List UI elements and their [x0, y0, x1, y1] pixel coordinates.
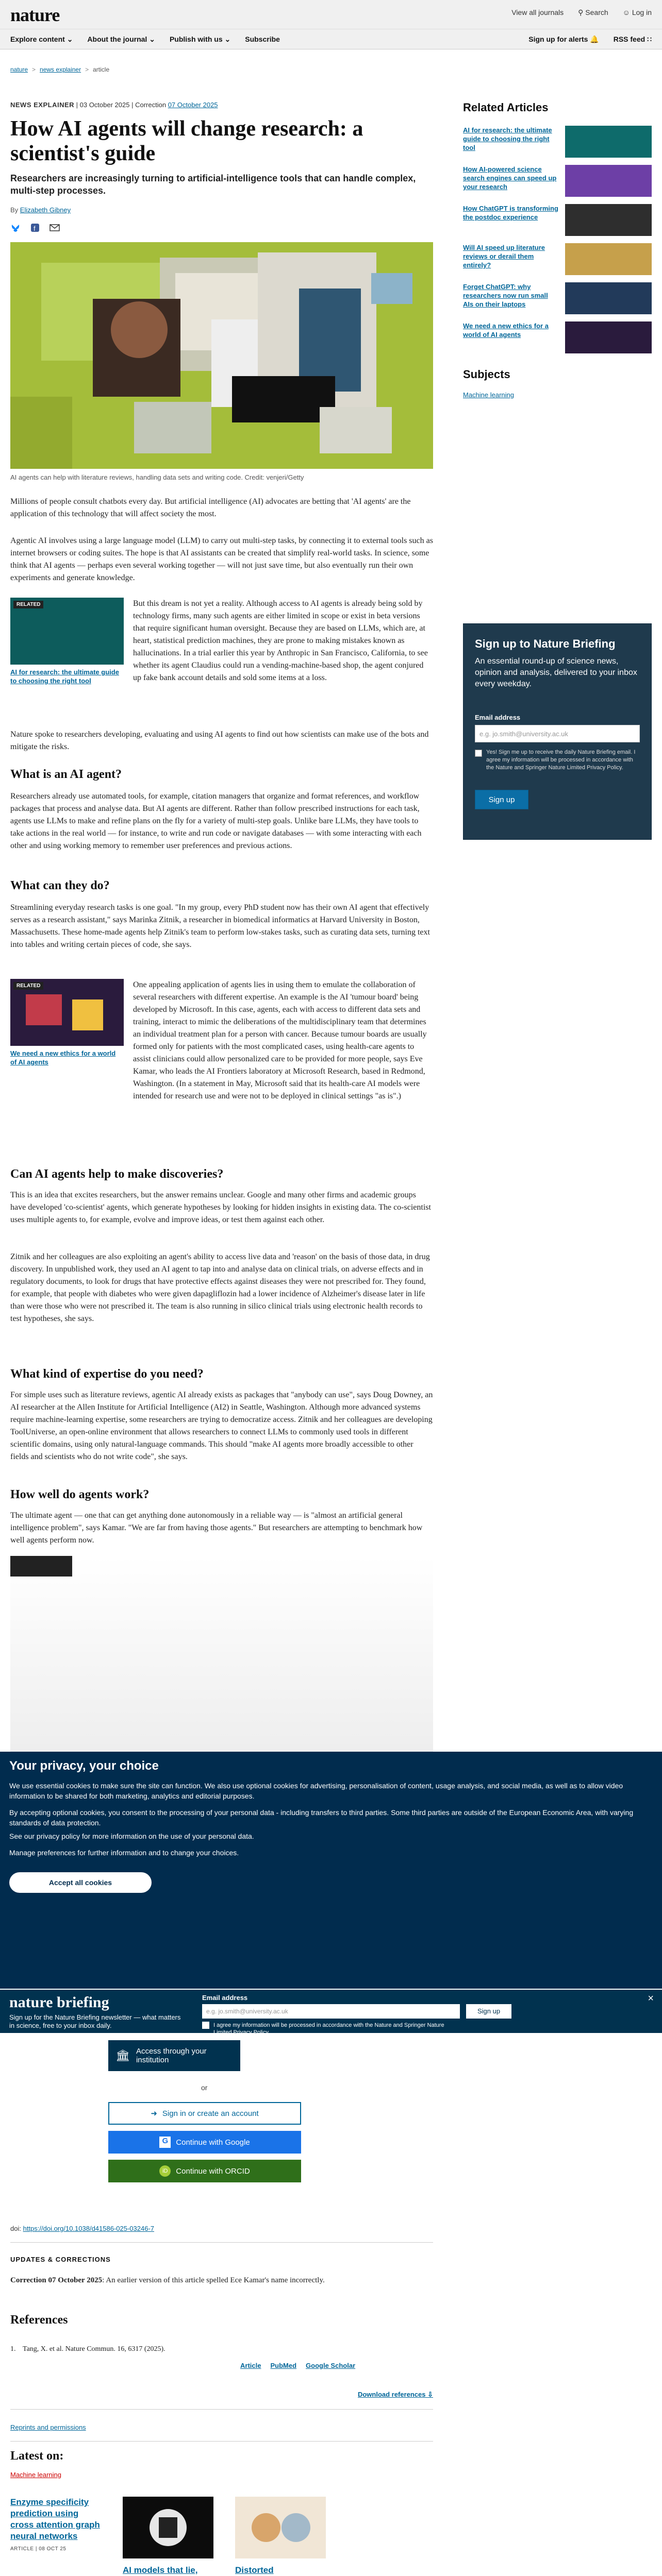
- latest-subject-link[interactable]: Machine learning: [10, 2471, 62, 2479]
- briefing-email-input[interactable]: e.g. jo.smith@university.ac.uk: [475, 725, 640, 742]
- related-thumbnail-partial: [10, 1556, 72, 1577]
- article-title: How AI agents will change research: a scientist's guide: [10, 117, 363, 165]
- reference-1: 1. Tang, X. et al. Nature Commun. 16, 6317 (2025).: [10, 2345, 166, 2353]
- share-icons: [10, 223, 433, 233]
- updates-heading: UPDATES & CORRECTIONS: [10, 2256, 111, 2263]
- references-heading: References: [10, 2313, 68, 2327]
- breadcrumb-nature[interactable]: nature: [10, 66, 28, 73]
- rss-icon: ∷: [647, 35, 652, 43]
- search-link[interactable]: ⚲ Search: [578, 8, 608, 16]
- signin-icon: ➜: [151, 2109, 157, 2118]
- byline: By Elizabeth Gibney: [10, 206, 71, 214]
- ref-google-scholar-link[interactable]: Google Scholar: [306, 2362, 356, 2369]
- heading-what-is: What is an AI agent?: [10, 768, 122, 781]
- briefing-consent-text: Yes! Sign me up to receive the daily Nature Briefing email. I agree my information will be processed in accordance with the Nature and Springer Nature Limited Privacy Policy.: [486, 749, 636, 771]
- paragraph-6: Streamlining everyday research tasks is one goal. "In my group, every PhD student now has their own AI agent that effectively serves as a research assistant," says Marinka Zitnik, a researcher in biomedical informatics at Harvard University in Boston, Massachusetts. These home-made agents help Zitnik's team to perform low-stakes tasks, such as curating data sets, turning text into tables and writing certain pieces of code, she says.: [10, 903, 430, 949]
- briefing-brand: nature briefing: [9, 1994, 109, 2011]
- related-thumbnail: [10, 598, 124, 665]
- breadcrumb-article: article: [93, 66, 110, 73]
- sidebar-related: [463, 101, 652, 400]
- briefing-desc: An essential round-up of science news, opinion and analysis, delivered to your inbox every weekday.: [475, 657, 637, 688]
- correction-label: Correction: [135, 101, 167, 109]
- paragraph-4: Nature spoke to researchers developing, evaluating and using AI agents to find out how scientists can make use of the bots and mitigate the risks.: [10, 730, 429, 751]
- rss-feed-link[interactable]: RSS feed ∷: [613, 35, 652, 43]
- or-divider: or: [201, 2083, 208, 2092]
- sub-nav: [0, 29, 662, 49]
- related-tag: RELATED: [13, 982, 43, 990]
- article-type: NEWS EXPLAINER: [10, 101, 75, 109]
- sidebar-related-item[interactable]: Forget ChatGPT: why researchers now run small AIs on their laptops: [463, 282, 652, 314]
- latest-card-title[interactable]: AI models that lie,: [123, 2565, 198, 2575]
- paragraph-5: Researchers already use automated tools, for example, citation managers that organize and format references, and workflow packages that process and analyse data. But AI agents are different. Rather than follow prescribed instructions for each task, agents use LLMs to make and refine plans on the fly for a variety of multi-step goals. Unlike bare LLMs, they have tools to take actions in the real world — for instance, to write and run code or navigate databases — with some interacting with each other and using working memory to remember user preferences and previous actions.: [10, 792, 422, 850]
- sign-in-button[interactable]: ➜ Sign in or create an account: [108, 2102, 301, 2125]
- bell-icon: 🔔: [590, 35, 599, 43]
- cookie-text-1: We use essential cookies to make sure the site can function. We also use optional cookies for advertising, personalisation of content, usage analysis, and social media, as well as to allow video information to be shared for both marketing, analytics and editorial purposes.: [9, 1782, 623, 1800]
- correction-date-link[interactable]: 07 October 2025: [168, 101, 218, 109]
- sidebar-related-item[interactable]: How ChatGPT is transforming the postdoc experience: [463, 204, 652, 236]
- paragraph-2: Agentic AI involves using a large language model (LLM) to carry out multi-step tasks, by connecting it to external tools such as internet browsers or coding suites. The hope is that AI assistants can be created that simplify real-world tasks. In science, some think that AI agents — perhaps even several working together — will not just save time, but also eventually run their own experiments and generate knowledge.: [10, 536, 433, 582]
- author-link[interactable]: Elizabeth Gibney: [20, 206, 71, 214]
- banner-email-input[interactable]: e.g. jo.smith@university.ac.uk: [202, 2004, 460, 2019]
- chevron-down-icon: ⌄: [67, 35, 73, 43]
- view-all-journals-link[interactable]: View all journals: [511, 8, 564, 16]
- briefing-signup: [463, 623, 652, 840]
- orcid-signin-button[interactable]: iD Continue with ORCID: [108, 2160, 301, 2182]
- latest-card[interactable]: [235, 2497, 326, 2576]
- correction-note: Correction 07 October 2025: An earlier version of this article spelled Ece Kamar's name incorrectly.: [10, 2276, 325, 2284]
- sidebar-related-item[interactable]: AI for research: the ultimate guide to choosing the right tool: [463, 126, 652, 158]
- download-icon: ⇩: [427, 2391, 433, 2398]
- hero-image: [10, 242, 433, 469]
- nav-subscribe[interactable]: Subscribe: [245, 35, 280, 43]
- sidebar-related-item[interactable]: Will AI speed up literature reviews or derail them entirely?: [463, 243, 652, 275]
- latest-card-image: [123, 2497, 213, 2558]
- top-right-links: [511, 8, 652, 17]
- heading-how-well: How well do agents work?: [10, 1488, 150, 1501]
- bluesky-icon[interactable]: [10, 223, 21, 233]
- latest-heading: Latest on:: [10, 2449, 64, 2463]
- email-icon[interactable]: [49, 223, 60, 233]
- ref-article-link[interactable]: Article: [240, 2362, 261, 2369]
- chevron-down-icon: ⌄: [224, 35, 231, 43]
- related-tag: RELATED: [13, 601, 43, 608]
- related-title[interactable]: AI for research: the ultimate guide to choosing the right tool: [10, 668, 119, 685]
- orcid-icon: iD: [159, 2165, 171, 2177]
- banner-consent-text: I agree my information will be processed in accordance with the Nature and Springer Nature Limited Privacy Policy.: [213, 2022, 444, 2036]
- download-references-link[interactable]: Download references ⇩: [357, 2391, 433, 2398]
- related-thumbnail: [10, 979, 124, 1046]
- briefing-email-label: Email address: [475, 714, 521, 721]
- google-signin-button[interactable]: G Continue with Google: [108, 2131, 301, 2154]
- nav-about[interactable]: About the journal ⌄: [87, 35, 155, 43]
- cookie-text-2: By accepting optional cookies, you consent to the processing of your personal data - including transfers to third parties. Some third parties are outside of the European Economic Area, with varying standards of data protection.: [9, 1808, 634, 1827]
- latest-card-title[interactable]: Distorted: [235, 2565, 274, 2575]
- heading-what-can: What can they do?: [10, 879, 110, 892]
- briefing-banner: [0, 1989, 662, 2036]
- article-date: 03 October 2025: [79, 101, 130, 109]
- related-articles-heading: Related Articles: [463, 101, 549, 114]
- image-caption: AI agents can help with literature reviews, handling data sets and writing code. Credit: venjeri/Getty: [10, 473, 304, 481]
- standfirst: Researchers are increasingly turning to artificial-intelligence tools that can handle complex, multi-step processes.: [10, 173, 416, 196]
- cookie-banner: [0, 1752, 662, 1989]
- paragraph-8: This is an idea that excites researchers, but the answer remains unclear. Google and many other firms and academic groups have developed 'co-scientist' agents, which generate hypotheses by looking for hidden insights in existing data. The co-scientist uses multiple agents to, for example, evolve and improve ideas, or test them against each other.: [10, 1191, 431, 1224]
- sign-up-alerts-link[interactable]: Sign up for alerts 🔔: [528, 35, 599, 43]
- latest-card[interactable]: [10, 2497, 101, 2552]
- doi-link[interactable]: https://doi.org/10.1038/d41586-025-03246-7: [23, 2225, 155, 2232]
- paragraph-1: Millions of people consult chatbots every day. But artificial intelligence (AI) advocates are betting that 'AI agents' are the application of this technology that will affect society the most.: [10, 497, 411, 518]
- fade-overlay: [10, 1556, 433, 1752]
- latest-card-meta: ARTICLE | 08 OCT 25: [10, 2546, 67, 2552]
- nav-publish[interactable]: Publish with us ⌄: [169, 35, 231, 43]
- svg-text:f: f: [34, 225, 36, 232]
- related-title[interactable]: We need a new ethics for a world of AI agents: [10, 1049, 116, 1066]
- nature-logo[interactable]: nature: [10, 5, 60, 25]
- paragraph-11: The ultimate agent — one that can get anything done autonomously in a reliable way — is "almost an artificial general intelligence problem", says Kamar. "We are far from having those agents." But researchers are attempting to benchmark how well agents perform now.: [10, 1511, 423, 1545]
- banner-email-label: Email address: [202, 1994, 248, 2002]
- article-meta: NEWS EXPLAINER | 03 October 2025 | Correction 07 October 2025: [10, 101, 218, 109]
- cookie-text-4[interactable]: Manage preferences for further information and to change your choices.: [9, 1849, 239, 1857]
- related-card-2[interactable]: [10, 979, 124, 1066]
- user-icon: ☺: [622, 8, 632, 16]
- reprints-link[interactable]: Reprints and permissions: [10, 2424, 86, 2431]
- heading-expertise: What kind of expertise do you need?: [10, 1367, 204, 1381]
- institution-access-button[interactable]: 🏛 Access through your institution: [108, 2040, 240, 2071]
- briefing-consent-checkbox[interactable]: [475, 750, 482, 757]
- login-link[interactable]: ☺ Log in: [622, 8, 652, 16]
- cookie-title: Your privacy, your choice: [9, 1759, 159, 1773]
- subjects-heading: Subjects: [463, 368, 510, 381]
- search-icon: ⚲: [578, 8, 586, 16]
- briefing-title: Sign up to Nature Briefing: [475, 637, 616, 650]
- top-bar: [0, 0, 662, 29]
- subject-machine-learning[interactable]: Machine learning: [463, 391, 515, 399]
- sidebar-related-item[interactable]: How AI-powered science search engines can speed up your research: [463, 165, 652, 197]
- sidebar-related-item[interactable]: We need a new ethics for a world of AI agents: [463, 321, 652, 353]
- banner-signup-button[interactable]: Sign up: [466, 2004, 511, 2019]
- paragraph-10: For simple uses such as literature reviews, agentic AI already exists as packages that "anybody can use", says Doug Downey, an AI researcher at the Allen Institute for Artificial Intelligence (AI2) in Seattle, Washington. Although more advanced systems require machine-learning expertise, some researchers are trying to democratize access. Zitnik and her colleagues are developing ToolUniverse, an open-online environment that allows researchers to connect LLMs to commonly used tools in different scientific domains, using only natural-language commands. This should "make AI agents more broadly accessible to other fields and scientists who do not write code", she says.: [10, 1391, 433, 1461]
- breadcrumb-news-explainer[interactable]: news explainer: [40, 66, 81, 73]
- heading-discoveries: Can AI agents help to make discoveries?: [10, 1167, 224, 1181]
- institution-icon: 🏛: [115, 2049, 130, 2062]
- accept-cookies-button[interactable]: Accept all cookies: [9, 1872, 152, 1893]
- paragraph-9: Zitnik and her colleagues are also exploiting an agent's ability to access live data and 'reason' on the basis of those data, in drug discovery. In unpublished work, they used an AI agent to tap into and analyse data on clinical trials, on adverse effects and in regulatory documents, to look for drugs that have protective effects against diseases they were not prescribed for. They found, for example, that people with diabetes who were given dapagliflozin had a lower incidence of Alzheimer's disease later in life than were those who were not prescribed it. The team is also running in silico clinical trials using electronic health records to test hypotheses, she says.: [10, 1252, 430, 1323]
- ref-pubmed-link[interactable]: PubMed: [270, 2362, 297, 2369]
- latest-card-title[interactable]: Enzyme specificity prediction using cross attention graph neural networks: [10, 2497, 100, 2541]
- doi: doi: https://doi.org/10.1038/d41586-025-03246-7: [10, 2225, 155, 2232]
- banner-consent-checkbox[interactable]: [202, 2022, 209, 2029]
- related-card-1[interactable]: [10, 598, 124, 685]
- briefing-signup-button[interactable]: Sign up: [475, 790, 528, 809]
- latest-card[interactable]: [123, 2497, 213, 2576]
- paragraph-7: One appealing application of agents lies in using them to emulate the collaboration of several researchers with different expertise. An example is the AI 'tumour board' being developed by Microsoft. In this case, agents, each with access to different data sets and training, interact to mimic the deliberations of the multidisciplinary team that determines an individual treatment plan for a person with cancer. Because tumour boards are usually formed only for patients with the most complicated cases, using health-care agents to assist clinicians could allow personalized care to be provided for more people, says Eve Kamar, who leads the AI Frontiers laboratory at Microsoft Research, based in Redmond, Washington. (In a statement in May, Microsoft said that its health-care AI models were intended for research use and were not to be deployed in clinical settings "as is".): [133, 980, 427, 1100]
- briefing-banner-text: Sign up for the Nature Briefing newsletter — what matters in science, free to your inbox daily.: [9, 2013, 181, 2029]
- latest-card-image: [235, 2497, 326, 2558]
- google-icon: G: [159, 2137, 171, 2148]
- cookie-text-3[interactable]: See our privacy policy for more information on the use of your personal data.: [9, 1832, 254, 1840]
- facebook-icon[interactable]: [30, 223, 40, 233]
- paragraph-3: But this dream is not yet a reality. Although access to AI agents is already being sold by technology firms, many such agents are either limited in scope or exist in beta versions that require significant human oversight. Because they are based on LLMs, which are, at heart, statistical prediction machines, they are prone to making mistakes known as hallucinations. In a trial earlier this year by Anthropic in San Francisco, California, to see whether its agent Claudius could run a vending-machine-based shop, the agent conjured up fake bank account details and sold some items at a loss.: [133, 599, 428, 682]
- breadcrumb: nature > news explainer > article: [10, 66, 110, 73]
- chevron-down-icon: ⌄: [149, 35, 155, 43]
- reference-links: [240, 2362, 355, 2369]
- nav-explore[interactable]: Explore content ⌄: [10, 35, 73, 43]
- close-icon[interactable]: ×: [648, 1993, 654, 2004]
